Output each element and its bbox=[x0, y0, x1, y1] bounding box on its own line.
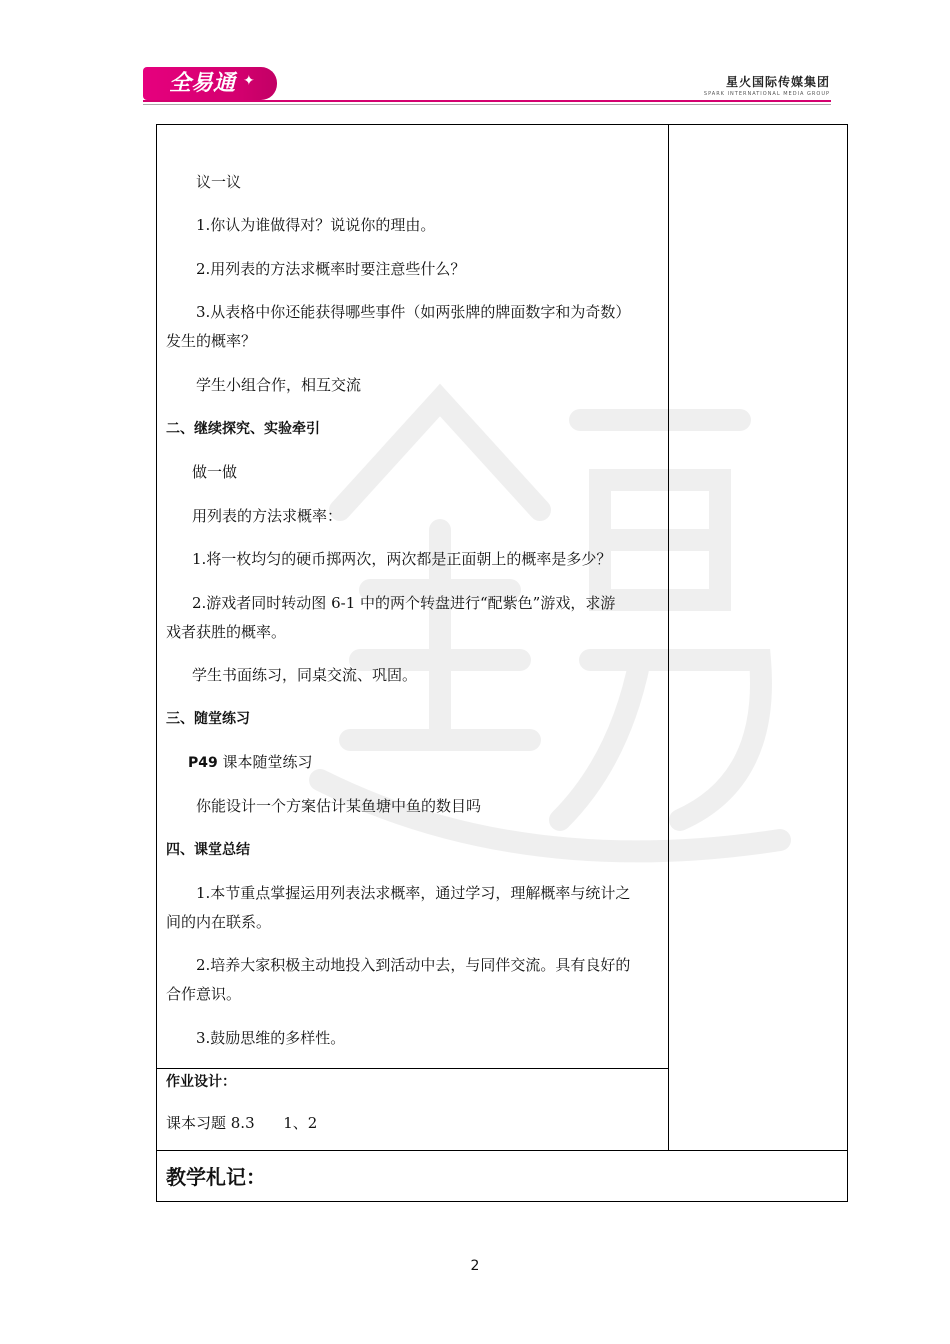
summary-2-line2: 合作意识。 bbox=[166, 985, 242, 1003]
question-2: 2.用列表的方法求概率时要注意些什么？ bbox=[196, 260, 466, 278]
question-3-line2: 发生的概率？ bbox=[166, 332, 257, 350]
exercise-2-line2: 戏者获胜的概率。 bbox=[166, 623, 287, 641]
homework-title: 作业设计： bbox=[166, 1074, 236, 1090]
summary-1-line1: 1.本节重点掌握运用列表法求概率，通过学习，理解概率与统计之 bbox=[196, 884, 631, 902]
teaching-notes-title: 教学札记： bbox=[166, 1165, 266, 1189]
fish-pond-question: 你能设计一个方案估计某鱼塘中鱼的数目吗 bbox=[196, 797, 482, 815]
section-3-heading: 三、随堂练习 bbox=[166, 711, 250, 727]
summary-2-line1: 2.培养大家积极主动地投入到活动中去，与同伴交流。具有良好的 bbox=[196, 956, 631, 974]
section-4-heading: 四、课堂总结 bbox=[166, 842, 250, 858]
exercise-1: 1.将一枚均匀的硬币掷两次，两次都是正面朝上的概率是多少？ bbox=[192, 550, 612, 568]
summary-3: 3.鼓励思维的多样性。 bbox=[196, 1029, 346, 1047]
homework-text: 课本习题 8.3 1、2 bbox=[166, 1114, 318, 1132]
logo-text: 全易通 bbox=[169, 71, 236, 96]
summary-1-line2: 间的内在联系。 bbox=[166, 913, 272, 931]
exercise-2-line1: 2.游戏者同时转动图 6-1 中的两个转盘进行“配紫色”游戏，求游 bbox=[192, 594, 616, 612]
header-rule-thin bbox=[143, 104, 831, 105]
company-name-en: SPARK INTERNATIONAL MEDIA GROUP bbox=[703, 91, 830, 97]
practice-note: 学生书面练习，同桌交流、巩固。 bbox=[192, 666, 418, 684]
textbook-practice bbox=[188, 752, 313, 773]
group-activity-note: 学生小组合作，相互交流 bbox=[196, 376, 362, 394]
discussion-heading: 议一议 bbox=[196, 173, 242, 191]
try-it-heading: 做一做 bbox=[192, 463, 238, 481]
question-3-line1: 3.从表格中你还能获得哪些事件（如两张牌的牌面数字和为奇数） bbox=[196, 303, 631, 321]
section-2-heading: 二、继续探究、实验牵引 bbox=[166, 421, 320, 437]
page-number: 2 bbox=[470, 1258, 480, 1274]
sparkle-icon: ✦ bbox=[243, 73, 255, 89]
brand-logo bbox=[143, 67, 277, 100]
exercise-intro: 用列表的方法求概率： bbox=[192, 507, 343, 525]
textbook-practice-label: 课本随堂练习 bbox=[217, 753, 313, 771]
company-brand bbox=[690, 73, 830, 97]
header-rule bbox=[143, 100, 831, 102]
page-reference: P49 bbox=[188, 755, 218, 771]
side-notes-column bbox=[668, 124, 848, 1151]
company-name: 星火国际传媒集团 bbox=[725, 75, 830, 89]
question-1: 1.你认为谁做得对？说说你的理由。 bbox=[196, 216, 436, 234]
